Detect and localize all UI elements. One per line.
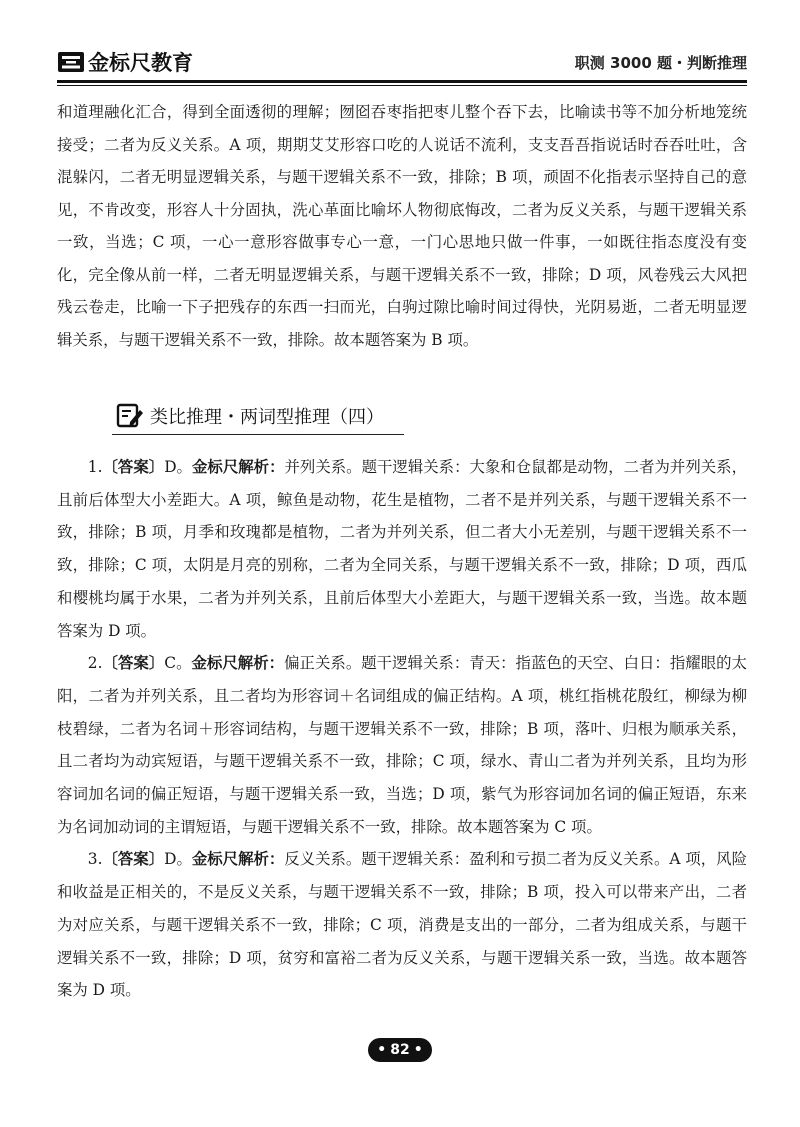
- logo-text: 金标尺教育: [88, 51, 193, 75]
- section-heading: [112, 398, 412, 438]
- answer-number: 1.: [87, 458, 103, 476]
- answer-number: 3.: [87, 850, 103, 869]
- analysis-label: 金标尺解析：: [191, 458, 285, 476]
- answer-list: [57, 451, 747, 1007]
- section-underline: [112, 434, 404, 435]
- book-title: 职测 3000 题・判断推理: [574, 54, 747, 72]
- answer-number: 2.: [87, 654, 103, 673]
- answer-tag: 〔答案〕: [102, 654, 165, 673]
- page-number: • 82 •: [368, 1038, 432, 1062]
- page-header: [57, 48, 747, 78]
- analysis-label: 金标尺解析：: [191, 654, 285, 673]
- answer-letter: D。: [164, 458, 192, 476]
- section-title: 类比推理・两词型推理（四）: [150, 407, 384, 428]
- edit-note-icon: [116, 401, 144, 429]
- answer-item: [57, 647, 747, 843]
- ruler-logo-icon: [57, 50, 85, 74]
- answer-text: 偏正关系。题干逻辑关系：青天：指蓝色的天空、白日：指耀眼的太阳，二者为并列关系，且二者均为形容词＋名词组成的偏正结构。A 项，桃红指桃花殷红，柳绿为柳枝碧绿，二者为名词＋形容词结构，与题干逻辑关系不一致，排除；B 项，落叶、归根为顺承关系，且二者均为动宾短语，与题干逻辑关系不一致，排除；C 项，绿水、青山二者为并列关系，且均为形容词加名词的偏正短语，与题干逻辑关系一致，当选；D 项，紫气为形容词加名词的偏正短语，东来为名词加动词的主谓短语，与题干逻辑关系不一致，排除。故本题答案为 C 项。: [57, 654, 747, 836]
- answer-tag: 〔答案〕: [102, 850, 165, 869]
- header-divider: [57, 80, 747, 83]
- answer-letter: D。: [164, 850, 192, 869]
- answer-item: [57, 451, 747, 647]
- answer-letter: C。: [164, 654, 192, 673]
- answer-text: 反义关系。题干逻辑关系：盈利和亏损二者为反义关系。A 项，风险和收益是正相关的，不是反义关系，与题干逻辑关系不一致，排除；B 项，投入可以带来产出，二者为对应关系，与题干逻辑关系不一致，排除；C 项，消费是支出的一部分，二者为组成关系，与题干逻辑关系不一致，排除；D 项，贫穷和富裕二者为反义关系，与题干逻辑关系一致，当选。故本题答案为 D 项。: [57, 850, 747, 1000]
- intro-paragraph: 和道理融化汇合，得到全面透彻的理解；囫囵吞枣指把枣儿整个吞下去，比喻读书等不加分析地笼统接受；二者为反义关系。A 项，期期艾艾形容口吃的人说话不流利，支支吾吾指说话时吞吞吐吐，含混躲闪，二者无明显逻辑关系，与题干逻辑关系不一致，排除；B 项，顽固不化指表示坚持自己的意见，不肯改变，形容人十分固执，洗心革面比喻坏人物彻底悔改，二者为反义关系，与题干逻辑关系一致，当选；C 项，一心一意形容做事专心一意，一门心思地只做一件事，一如既往指态度没有变化，完全像从前一样，二者无明显逻辑关系，与题干逻辑关系不一致，排除；D 项，风卷残云大风把残云卷走，比喻一下子把残存的东西一扫而光，白驹过隙比喻时间过得快，光阴易逝，二者无明显逻辑关系，与题干逻辑关系不一致，排除。故本题答案为 B 项。: [57, 103, 747, 349]
- header-divider-thin: [57, 85, 747, 86]
- answer-text: 并列关系。题干逻辑关系：大象和仓鼠都是动物，二者为并列关系，且前后体型大小差距大。A 项，鲸鱼是动物，花生是植物，二者不是并列关系，与题干逻辑关系不一致，排除；B 项，月季和玫瑰都是植物，二者为并列关系，但二者大小无差别，与题干逻辑关系不一致，排除；C 项，太阴是月亮的别称，二者为全同关系，与题干逻辑关系不一致，排除；D 项，西瓜和樱桃均属于水果，二者为并列关系，且前后体型大小差距大，与题干逻辑关系一致，当选。故本题答案为 D 项。: [57, 458, 747, 640]
- brand-logo: [57, 48, 193, 76]
- page-number-value: 82: [390, 1042, 410, 1058]
- answer-item: [57, 843, 747, 1007]
- answer-tag: 〔答案〕: [102, 458, 165, 476]
- analysis-label: 金标尺解析：: [191, 850, 285, 869]
